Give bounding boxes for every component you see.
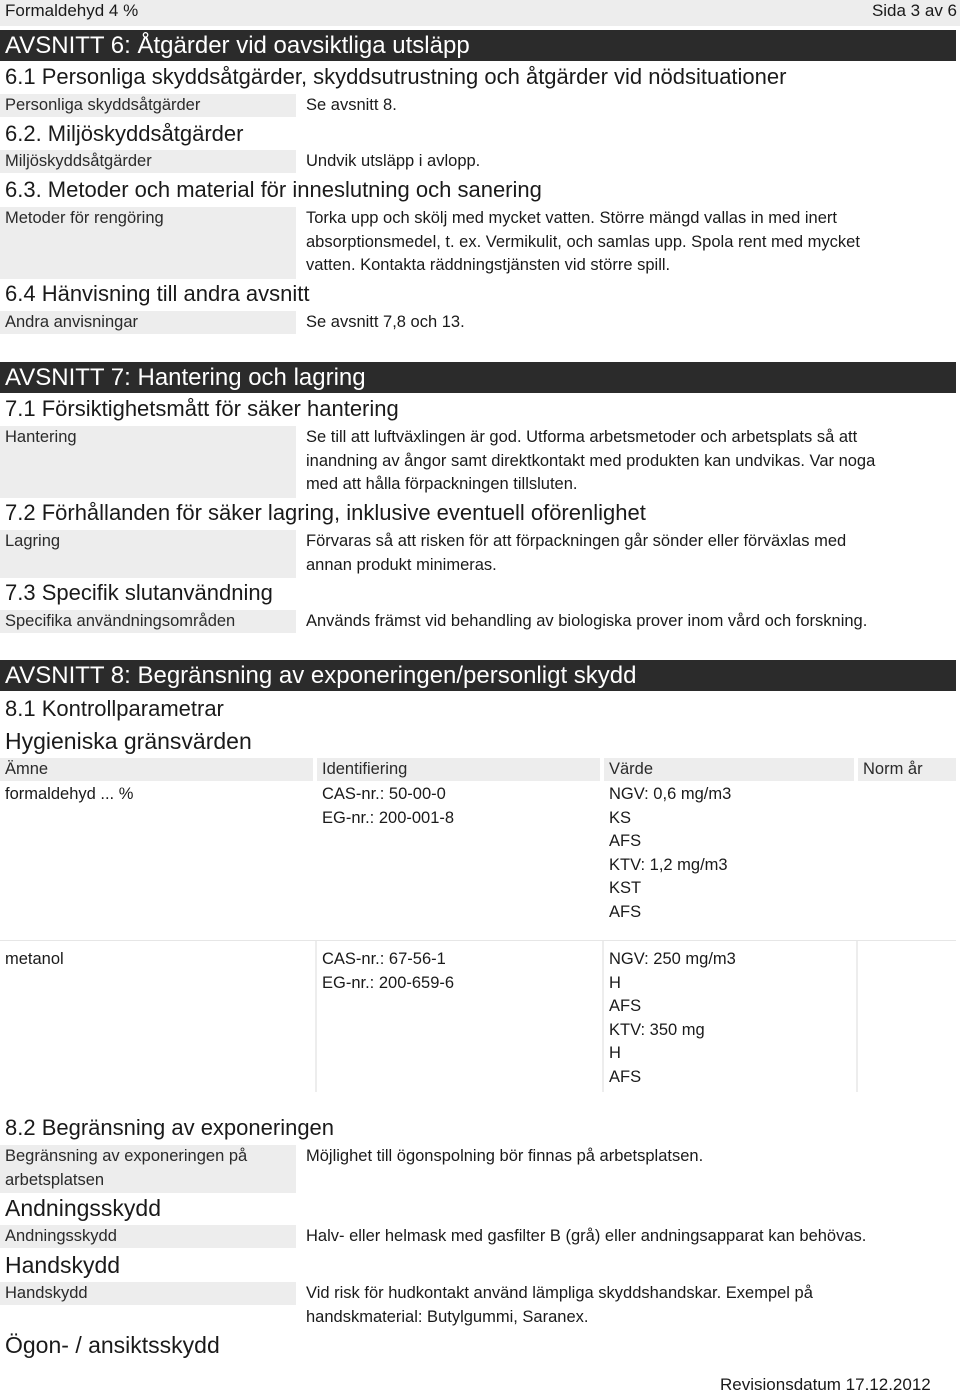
label-other-references: Andra anvisningar (0, 311, 296, 334)
text-line: arbetsplatsen (5, 1170, 105, 1189)
text-line: Se till att luftväxlingen är god. Utforma arbetsmetoder och arbetsplats så att (306, 428, 858, 446)
column-header-value: Värde (604, 758, 854, 781)
value-line: KST (609, 879, 642, 897)
page-header (0, 0, 960, 26)
value-line: AFS (609, 997, 642, 1015)
heading-7-1: 7.1 Försiktighetsmått för säker hantering (5, 396, 399, 421)
heading-6-2: 6.2. Miljöskyddsåtgärder (5, 121, 244, 146)
value-line: H (609, 1044, 621, 1062)
heading-6-1: 6.1 Personliga skyddsåtgärder, skyddsutrustning och åtgärder vid nödsituationer (5, 64, 787, 89)
label-hand-protection: Handskydd (0, 1282, 296, 1305)
table-cell-identification (322, 948, 454, 995)
column-header-identification: Identifiering (317, 758, 600, 781)
page-number: Sida 3 av 6 (871, 1, 957, 20)
column-divider (856, 940, 858, 1092)
section-8-title: AVSNITT 8: Begränsning av exponeringen/personligt skydd (0, 660, 956, 691)
heading-7-3: 7.3 Specifik slutanvändning (5, 580, 273, 605)
table-cell-substance: formaldehyd ... % (5, 785, 134, 803)
section-6-title: AVSNITT 6: Åtgärder vid oavsiktliga utsläpp (0, 30, 956, 61)
heading-6-3: 6.3. Metoder och material för inneslutning och sanering (5, 177, 542, 202)
value-line: AFS (609, 832, 642, 850)
column-header-norm-year: Norm år (858, 758, 956, 781)
cas-number: CAS-nr.: 67-56-1 (322, 950, 446, 968)
table-cell-values (609, 783, 731, 924)
text-line: absorptionsmedel, t. ex. Vermikulit, och samlas upp. Spola rent med mycket (306, 232, 860, 251)
value-hand-protection (306, 1282, 813, 1329)
value-line: KTV: 1,2 mg/m3 (609, 855, 728, 874)
value-line: NGV: 250 mg/m3 (609, 950, 736, 968)
text-line: Begränsning av exponeringen på (5, 1147, 248, 1165)
value-line: AFS (609, 902, 642, 921)
text-line: med att hålla förpackningen tillsluten. (306, 475, 578, 493)
value-line: AFS (609, 1067, 642, 1086)
product-title: Formaldehyd 4 % (5, 1, 139, 20)
text-line: Förvaras så att risken för att förpackningen går sönder eller förväxlas med (306, 532, 847, 550)
value-other-references: Se avsnitt 7,8 och 13. (306, 313, 465, 331)
column-header-substance: Ämne (0, 758, 313, 781)
label-personal-protection: Personliga skyddsåtgärder (0, 94, 296, 117)
label-handling: Hantering (0, 426, 296, 498)
table-cell-identification (322, 783, 454, 830)
label-storage: Lagring (0, 530, 296, 578)
section-7-title: AVSNITT 7: Hantering och lagring (0, 362, 956, 393)
value-exposure-limitation: Möjlighet till ögonspolning bör finnas på arbetsplatsen. (306, 1147, 704, 1165)
value-cleaning-methods (306, 207, 860, 278)
text-line: handskmaterial: Butylgummi, Saranex. (306, 1307, 589, 1326)
value-specific-uses: Används främst vid behandling av biologiska prover inom vård och forskning. (306, 612, 868, 630)
revision-date: Revisionsdatum 17.12.2012 (720, 1375, 931, 1394)
label-specific-uses: Specifika användningsområden (0, 610, 296, 633)
heading-respiratory: Andningsskydd (5, 1195, 161, 1221)
label-exposure-limitation (0, 1145, 296, 1193)
text-line: Torka upp och skölj med mycket vatten. Större mängd vallas in med inert (306, 209, 837, 227)
heading-hygiene-limits: Hygieniska gränsvärden (5, 728, 252, 754)
heading-8-1: 8.1 Kontrollparametrar (5, 696, 224, 721)
heading-hand-protection: Handskydd (5, 1252, 121, 1278)
table-cell-substance: metanol (5, 950, 64, 968)
value-environmental: Undvik utsläpp i avlopp. (306, 152, 481, 170)
cas-number: CAS-nr.: 50-00-0 (322, 785, 446, 803)
value-line: KTV: 350 mg (609, 1020, 705, 1039)
label-cleaning-methods: Metoder för rengöring (0, 207, 296, 279)
heading-7-2: 7.2 Förhållanden för säker lagring, inklusive eventuell oförenlighet (5, 500, 646, 525)
eg-number: EG-nr.: 200-659-6 (322, 973, 455, 992)
value-handling (306, 426, 875, 497)
value-personal-protection: Se avsnitt 8. (306, 96, 397, 114)
value-line: KS (609, 808, 632, 827)
column-divider (315, 940, 317, 1092)
text-line: vatten. Kontakta räddningstjänsten vid större spill. (306, 256, 671, 274)
value-line: H (609, 973, 621, 992)
text-line: annan produkt minimeras. (306, 555, 497, 574)
heading-8-2: 8.2 Begränsning av exponeringen (5, 1115, 335, 1140)
text-line: Vid risk för hudkontakt använd lämpliga skyddshandskar. Exempel på (306, 1284, 813, 1302)
value-line: NGV: 0,6 mg/m3 (609, 785, 732, 803)
value-respiratory: Halv- eller helmask med gasfilter B (grå) eller andningsapparat kan behövas. (306, 1227, 867, 1245)
text-line: inandning av ångor samt direktkontakt med produkten kan undvikas. Var noga (306, 451, 876, 470)
table-cell-values (609, 948, 736, 1089)
eg-number: EG-nr.: 200-001-8 (322, 808, 455, 827)
row-divider (0, 940, 956, 941)
column-divider (602, 940, 604, 1092)
heading-6-4: 6.4 Hänvisning till andra avsnitt (5, 281, 310, 306)
label-respiratory: Andningsskydd (0, 1225, 296, 1248)
label-environmental: Miljöskyddsåtgärder (0, 150, 296, 173)
value-storage (306, 530, 846, 577)
heading-eye-protection: Ögon- / ansiktsskydd (5, 1332, 220, 1358)
